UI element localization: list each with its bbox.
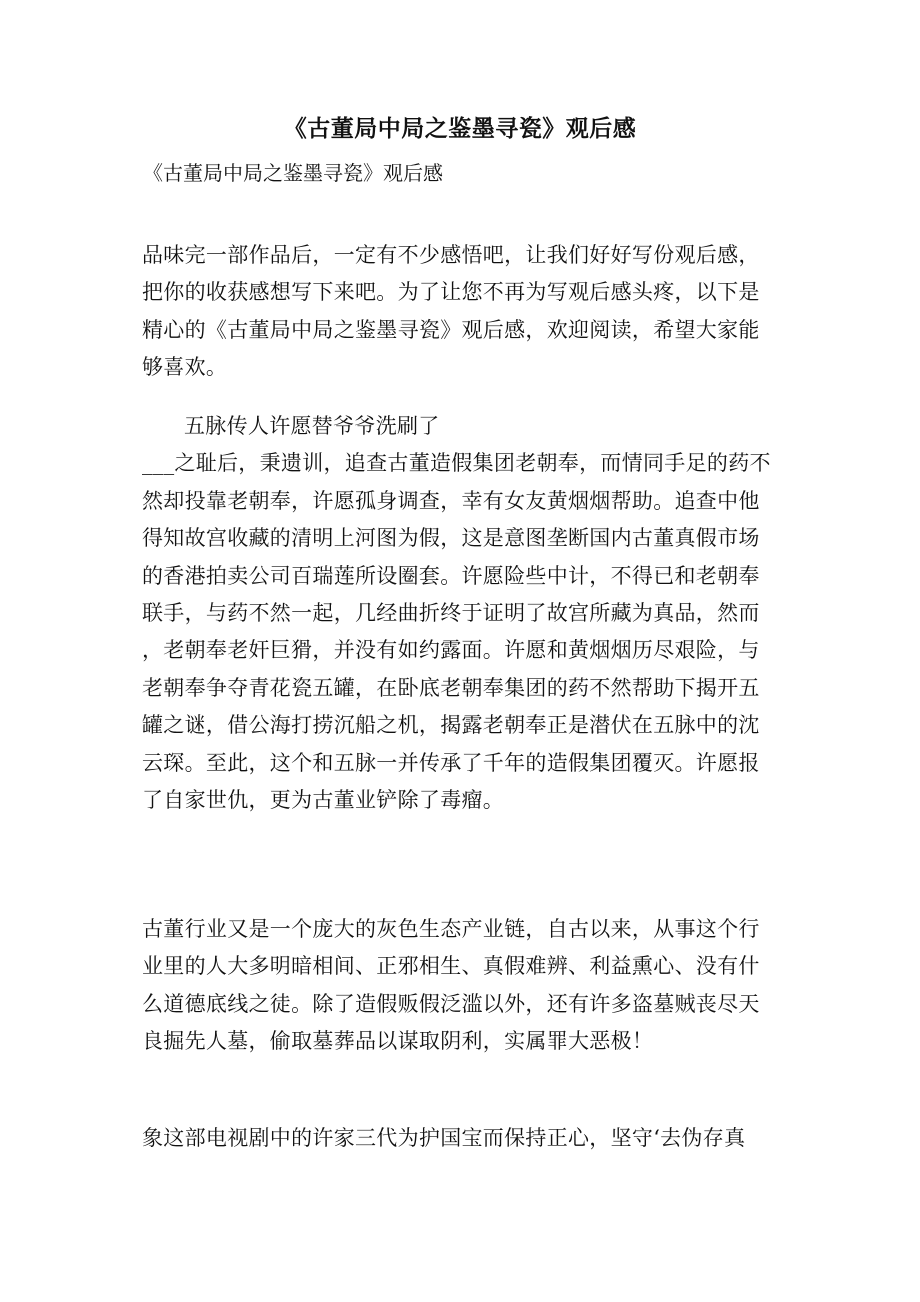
document-subtitle: 《古董局中局之鉴墨寻瓷》观后感 [143, 161, 443, 185]
paragraph-line: 良掘先人墓，偷取墓葬品以谋取阴利，实属罪大恶极！ [142, 1029, 654, 1054]
paragraph-line: 的香港拍卖公司百瑞莲所设圈套。许愿险些中计，不得已和老朝奉 [142, 563, 760, 588]
paragraph-line: 老朝奉争夺青花瓷五罐，在卧底老朝奉集团的药不然帮助下揭开五 [142, 675, 760, 700]
paragraph-closing [142, 1120, 782, 1157]
paragraph-line: 精心的《古董局中局之鉴墨寻瓷》观后感，欢迎阅读，希望大家能 [142, 317, 760, 342]
paragraph-line: 联手，与药不然一起，几经曲折终于证明了故宫所藏为真品，然而 [142, 600, 760, 625]
paragraph-line: 象这部电视剧中的许家三代为护国宝而保持正心，坚守‘去伪存真 [142, 1126, 746, 1150]
paragraph-line: 品味完一部作品后，一定有不少感悟吧，让我们好好写份观后感， [142, 243, 760, 267]
paragraph-line: 得知故宫收藏的清明上河图为假，这是意图垄断国内古董真假市场 [142, 526, 760, 551]
paragraph-line: ___之耻后，秉遗训，追查古董造假集团老朝奉，而情同手足的药不 [142, 451, 771, 476]
paragraph-line: 业里的人大多明暗相间、正邪相生、真假难辨、利益熏心、没有什 [142, 954, 760, 979]
paragraph-line: 罐之谜，借公海打捞沉船之机，揭露老朝奉正是潜伏在五脉中的沈 [142, 713, 760, 738]
paragraph-line: 古董行业又是一个庞大的灰色生态产业链，自古以来，从事这个行 [142, 917, 760, 941]
paragraph-line: 把你的收获感想写下来吧。为了让您不再为写观后感头疼，以下是 [142, 280, 760, 305]
paragraph-line: 够喜欢。 [142, 355, 228, 380]
paragraph-line [142, 819, 782, 856]
paragraph-plot-summary [142, 408, 782, 857]
paragraph-line: ，老朝奉老奸巨猾，并没有如约露面。许愿和黄烟烟历尽艰险，与 [142, 638, 760, 663]
document-title: 《古董局中局之鉴墨寻瓷》观后感 [283, 115, 637, 142]
paragraph-line: 了自家世仇，更为古董业铲除了毒瘤。 [142, 787, 505, 812]
paragraph-line: 然却投靠老朝奉，许愿孤身调查，幸有女友黄烟烟帮助。追查中他 [142, 488, 760, 513]
paragraph-line: 五脉传人许愿替爷爷洗刷了 [184, 414, 440, 438]
paragraph-line: 么道德底线之徒。除了造假贩假泛滥以外，还有许多盗墓贼丧尽天 [142, 991, 760, 1016]
paragraph-industry [142, 911, 782, 1061]
paragraph-line: 云琛。至此，这个和五脉一并传承了千年的造假集团覆灭。许愿报 [142, 750, 760, 775]
paragraph-intro [142, 237, 782, 387]
